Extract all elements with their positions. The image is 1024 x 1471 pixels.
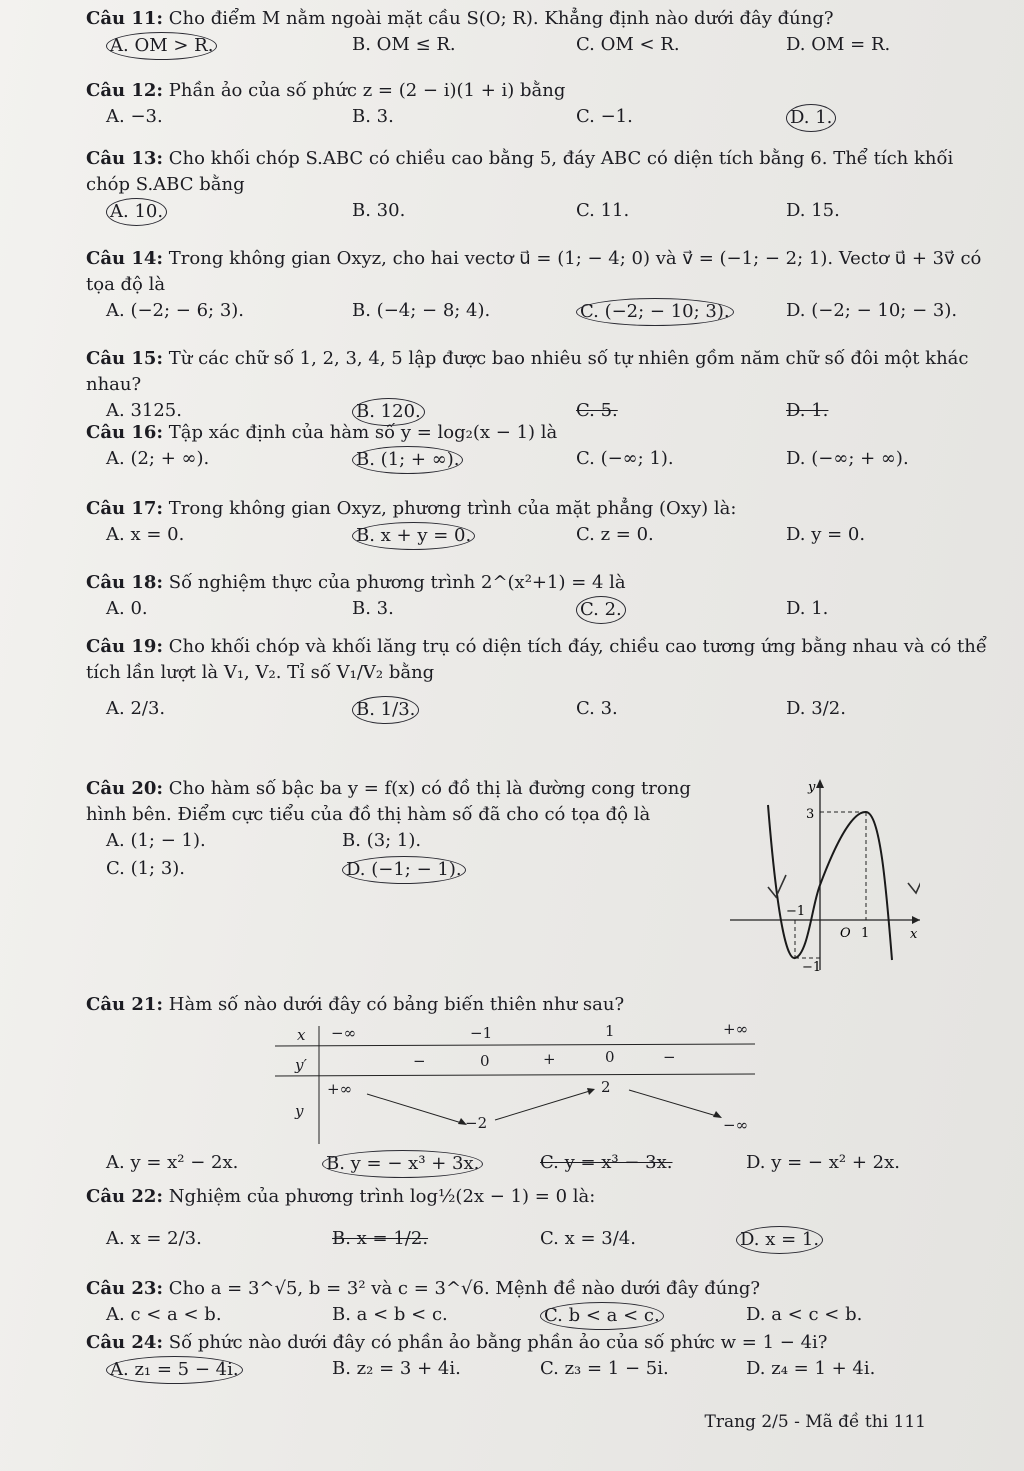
option-d[interactable]: D. 3/2.: [786, 698, 846, 719]
options: [86, 1356, 994, 1384]
question-20: [86, 776, 694, 884]
question-19: [86, 634, 994, 724]
question-label: Câu 22:: [86, 1186, 164, 1207]
question-18: [86, 570, 994, 624]
option-a[interactable]: A. (2; + ∞).: [106, 448, 210, 469]
option-d[interactable]: D. a < c < b.: [746, 1304, 863, 1325]
option-d[interactable]: D. y = 0.: [786, 524, 866, 545]
option-a[interactable]: A. (−2; − 6; 3).: [106, 300, 245, 321]
y-max-value: 2: [601, 1078, 611, 1096]
option-c-selected[interactable]: C. 2.: [576, 596, 626, 624]
option-c[interactable]: C. z = 0.: [576, 524, 654, 545]
option-d[interactable]: D. y = − x² + 2x.: [746, 1152, 900, 1173]
option-b[interactable]: B. OM ≤ R.: [352, 34, 456, 55]
option-d[interactable]: D. 15.: [786, 200, 840, 221]
option-d-selected[interactable]: D. x = 1.: [736, 1226, 823, 1254]
option-c-crossed[interactable]: C. y = x³ − 3x.: [540, 1152, 673, 1173]
option-b-selected[interactable]: B. y = − x³ + 3x.: [322, 1150, 483, 1178]
question-label: Câu 19:: [86, 636, 164, 657]
option-c-crossed[interactable]: C. 5.: [576, 400, 618, 421]
arrowhead-3: [713, 1111, 722, 1118]
question-text: Từ các chữ số 1, 2, 3, 4, 5 lập được bao nhiêu số tự nhiên gồm năm chữ số đôi một khác nhau?: [86, 348, 969, 395]
option-b[interactable]: B. 30.: [352, 200, 406, 221]
question-text: Nghiệm của phương trình log½(2x − 1) = 0 là:: [168, 1186, 596, 1207]
option-b[interactable]: B. 3.: [352, 106, 394, 127]
question-14: [86, 246, 994, 326]
option-b[interactable]: B. z₂ = 3 + 4i.: [332, 1358, 461, 1379]
option-d[interactable]: D. OM = R.: [786, 34, 891, 55]
question-label: Câu 11:: [86, 8, 164, 29]
arrowhead-2: [587, 1088, 595, 1095]
option-c-selected[interactable]: C. b < a < c.: [540, 1302, 664, 1330]
option-b-selected[interactable]: B. 120.: [352, 398, 425, 426]
options: [86, 32, 994, 60]
option-b[interactable]: B. a < b < c.: [332, 1304, 448, 1325]
option-a[interactable]: A. x = 2/3.: [106, 1228, 202, 1249]
option-d[interactable]: D. 1.: [786, 598, 829, 619]
question-label: Câu 17:: [86, 498, 164, 519]
option-d-selected[interactable]: D. (−1; − 1).: [342, 856, 466, 884]
question-15: [86, 346, 994, 426]
question-21: [86, 992, 994, 1018]
option-a[interactable]: A. 2/3.: [106, 698, 166, 719]
arrow-up: [495, 1090, 593, 1120]
question-text: Cho khối chóp và khối lăng trụ có diện tích đáy, chiều cao tương ứng bằng nhau và có thể tích lần lượt là V₁, V₂. Tỉ số V₁/V₂ bằng: [86, 636, 987, 683]
y-neg-inf: −∞: [723, 1116, 749, 1134]
page-footer: Trang 2/5 - Mã đề thi 111: [704, 1412, 926, 1432]
option-d[interactable]: D. z₄ = 1 + 4i.: [746, 1358, 876, 1379]
option-a-selected[interactable]: A. z₁ = 5 − 4i.: [106, 1356, 243, 1384]
option-d-crossed[interactable]: D. 1.: [786, 400, 829, 421]
cubic-function-graph: [720, 775, 920, 975]
origin-label: O: [840, 926, 851, 941]
question-text: Hàm số nào dưới đây có bảng biến thiên như sau?: [168, 994, 625, 1015]
option-b-selected[interactable]: B. (1; + ∞).: [352, 446, 463, 474]
curve: [768, 805, 892, 960]
option-a[interactable]: A. 0.: [106, 598, 148, 619]
option-c[interactable]: C. −1.: [576, 106, 633, 127]
options-row-2: [86, 856, 694, 884]
question-label: Câu 24:: [86, 1332, 164, 1353]
y-min-value: −2: [465, 1114, 488, 1132]
question-17: [86, 496, 994, 550]
yp-zero-2: 0: [605, 1048, 615, 1066]
question-text: Số nghiệm thực của phương trình 2^(x²+1) = 4 là: [168, 572, 626, 593]
question-text: Trong không gian Oxyz, cho hai vectơ u⃗ = (1; − 4; 0) và v⃗ = (−1; − 2; 1). Vectơ u⃗ + 3v⃗ có tọa độ là: [86, 248, 982, 295]
question-label: Câu 20:: [86, 778, 164, 799]
x-neg1: −1: [470, 1024, 493, 1042]
options: [86, 522, 994, 550]
options: [86, 1226, 994, 1254]
options: [86, 298, 994, 326]
question-label: Câu 14:: [86, 248, 164, 269]
header-y: y: [295, 1102, 304, 1120]
tick-xneg1: −1: [786, 904, 806, 919]
option-a[interactable]: A. x = 0.: [106, 524, 185, 545]
option-c-selected[interactable]: C. (−2; − 10; 3).: [576, 298, 734, 326]
pen-mark-left: [768, 875, 786, 897]
option-c[interactable]: C. 3.: [576, 698, 618, 719]
yp-sign-1: −: [413, 1052, 426, 1070]
row-divider-2: [275, 1074, 755, 1076]
question-13: [86, 146, 994, 226]
option-b-crossed[interactable]: B. x = 1/2.: [332, 1228, 429, 1249]
question-24: [86, 1330, 994, 1384]
question-22: [86, 1184, 994, 1254]
option-b-selected[interactable]: B. x + y = 0.: [352, 522, 475, 550]
options: [86, 696, 994, 724]
option-d[interactable]: D. (−∞; + ∞).: [786, 448, 909, 469]
x-neg-inf: −∞: [331, 1024, 357, 1042]
question-text: Trong không gian Oxyz, phương trình của mặt phẳng (Oxy) là:: [168, 498, 737, 519]
tick-yneg1: −1: [802, 960, 822, 975]
option-c[interactable]: C. (−∞; 1).: [576, 448, 674, 469]
question-text: Cho hàm số bậc ba y = f(x) có đồ thị là đường cong trong hình bên. Điểm cực tiểu của đồ thị hàm số đã cho có tọa độ là: [86, 778, 691, 825]
options: [86, 104, 994, 132]
question-label: Câu 15:: [86, 348, 164, 369]
options: [86, 1302, 994, 1330]
header-x: x: [297, 1026, 306, 1044]
question-label: Câu 12:: [86, 80, 164, 101]
tick-y3: 3: [806, 807, 815, 822]
option-b[interactable]: B. 3.: [352, 598, 394, 619]
options: [86, 1150, 994, 1178]
option-a[interactable]: A. (1; − 1).: [106, 830, 206, 851]
question-label: Câu 18:: [86, 572, 164, 593]
option-b-selected[interactable]: B. 1/3.: [352, 696, 419, 724]
options-row-1: [86, 828, 694, 856]
yp-sign-3: −: [663, 1048, 676, 1066]
y-axis-label: y: [808, 780, 816, 795]
options: [86, 596, 994, 624]
options: [86, 446, 994, 474]
question-text: Cho điểm M nằm ngoài mặt cầu S(O; R). Khẳng định nào dưới đây đúng?: [168, 8, 834, 29]
option-c[interactable]: C. (1; 3).: [106, 858, 186, 879]
question-21-options: [86, 1150, 994, 1178]
option-c[interactable]: C. x = 3/4.: [540, 1228, 636, 1249]
question-text: Số phức nào dưới đây có phần ảo bằng phần ảo của số phức w = 1 − 4i?: [168, 1332, 828, 1353]
yp-zero-1: 0: [480, 1052, 490, 1070]
option-c[interactable]: C. OM < R.: [576, 34, 680, 55]
pen-mark-right: [908, 871, 920, 893]
yp-sign-2: +: [543, 1050, 556, 1068]
variation-table: [275, 1022, 770, 1144]
question-text: Tập xác định của hàm số y = log₂(x − 1) là: [168, 422, 558, 443]
question-12: [86, 78, 994, 132]
question-label: Câu 21:: [86, 994, 164, 1015]
y-axis-arrow: [816, 779, 824, 788]
option-a[interactable]: A. c < a < b.: [106, 1304, 222, 1325]
option-a-selected[interactable]: A. OM > R.: [106, 32, 217, 60]
row-divider-1: [275, 1044, 755, 1046]
option-c[interactable]: C. 11.: [576, 200, 630, 221]
question-16: [86, 420, 994, 474]
arrow-down-2: [629, 1090, 720, 1117]
x-axis-arrow: [912, 916, 920, 924]
y-pos-inf: +∞: [327, 1080, 353, 1098]
question-text: Phần ảo của số phức z = (2 − i)(1 + i) bằng: [168, 80, 566, 101]
x-axis-label: x: [910, 927, 918, 942]
options: [86, 198, 994, 226]
tick-x1: 1: [861, 926, 870, 941]
option-a-selected[interactable]: A. 10.: [106, 198, 167, 226]
arrow-down-1: [367, 1094, 465, 1124]
option-d[interactable]: D. (−2; − 10; − 3).: [786, 300, 958, 321]
question-label: Câu 13:: [86, 148, 164, 169]
question-label: Câu 23:: [86, 1278, 164, 1299]
option-c[interactable]: C. z₃ = 1 − 5i.: [540, 1358, 669, 1379]
x-1: 1: [605, 1022, 615, 1040]
question-23: [86, 1276, 994, 1330]
option-b[interactable]: B. (3; 1).: [342, 830, 422, 851]
x-pos-inf: +∞: [723, 1020, 749, 1038]
option-d-selected[interactable]: D. 1.: [786, 104, 836, 132]
option-a[interactable]: A. y = x² − 2x.: [106, 1152, 239, 1173]
question-text: Cho a = 3^√5, b = 3² và c = 3^√6. Mệnh đề nào dưới đây đúng?: [168, 1278, 761, 1299]
option-a[interactable]: A. 3125.: [106, 400, 182, 421]
question-text: Cho khối chóp S.ABC có chiều cao bằng 5, đáy ABC có diện tích bằng 6. Thể tích khối chóp S.ABC bằng: [86, 148, 954, 195]
question-11: [86, 6, 994, 60]
header-yprime: y′: [295, 1056, 307, 1074]
question-label: Câu 16:: [86, 422, 164, 443]
option-b[interactable]: B. (−4; − 8; 4).: [352, 300, 491, 321]
option-a[interactable]: A. −3.: [106, 106, 163, 127]
